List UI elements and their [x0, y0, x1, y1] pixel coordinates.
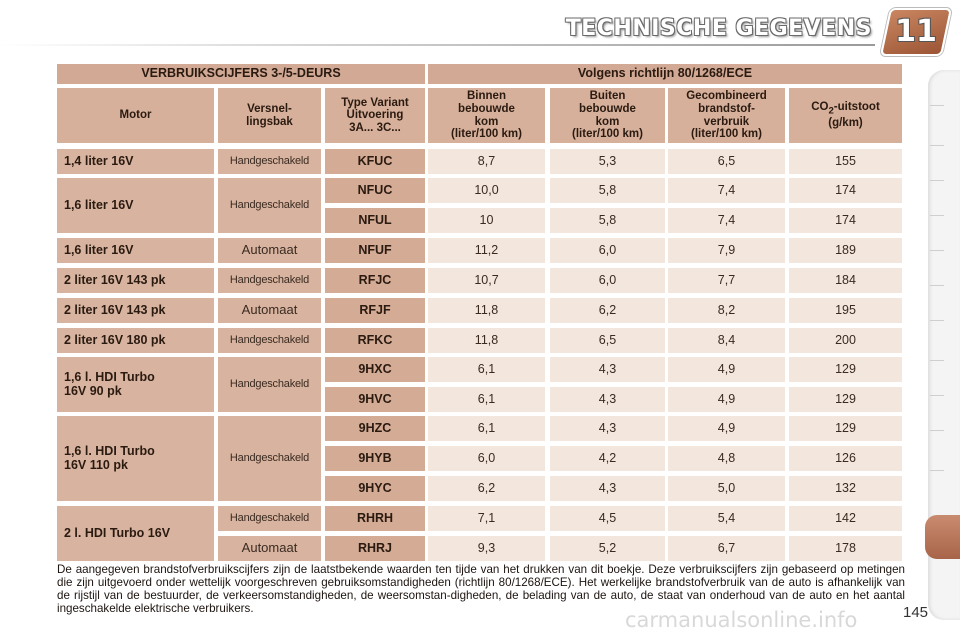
type-code-cell: 9HYB: [325, 446, 425, 471]
urban-value-cell: 6,0: [428, 446, 545, 471]
col-header-gearbox: Versnel- lingsbak: [218, 88, 321, 143]
urban-value-cell: 6,1: [428, 416, 545, 441]
gearbox-cell: Automaat: [218, 238, 321, 263]
combined-value-cell: 4,9: [668, 416, 785, 441]
co2-value-cell: 184: [789, 268, 902, 293]
type-code-cell: NFUC: [325, 178, 425, 203]
watermark: carmanualsonline.info: [625, 608, 858, 632]
combined-value-cell: 4,9: [668, 387, 785, 412]
extra-urban-value-cell: 5,8: [550, 178, 665, 203]
rail-divider: [930, 250, 944, 251]
co2-value-cell: 142: [789, 506, 902, 531]
gearbox-cell: Handgeschakeld: [218, 357, 321, 412]
chapter-tab-marker[interactable]: [925, 515, 960, 559]
co2-value-cell: 189: [789, 238, 902, 263]
urban-value-cell: 10,0: [428, 178, 545, 203]
co2-subscript: 2: [828, 105, 834, 117]
type-code-cell: NFUF: [325, 238, 425, 263]
extra-urban-value-cell: 6,2: [550, 298, 665, 323]
gearbox-cell: Handgeschakeld: [218, 328, 321, 353]
col-header-co2: [789, 88, 902, 143]
extra-urban-value-cell: 6,5: [550, 328, 665, 353]
co2-value-cell: 174: [789, 208, 902, 233]
type-code-cell: RHRJ: [325, 536, 425, 561]
rail-divider: [930, 470, 944, 471]
extra-urban-value-cell: 4,3: [550, 476, 665, 501]
type-code-cell: RFJC: [325, 268, 425, 293]
col-header-urban: Binnen bebouwde kom (liter/100 km): [428, 88, 545, 143]
urban-value-cell: 6,1: [428, 387, 545, 412]
urban-value-cell: 7,1: [428, 506, 545, 531]
rail-divider: [930, 180, 944, 181]
combined-value-cell: 8,2: [668, 298, 785, 323]
urban-value-cell: 10,7: [428, 268, 545, 293]
page-title: TECHNISCHE GEGEVENS: [565, 16, 872, 41]
type-code-cell: KFUC: [325, 149, 425, 174]
type-code-cell: RHRH: [325, 506, 425, 531]
rail-divider: [930, 360, 944, 361]
co2-prefix: CO: [811, 101, 829, 114]
motor-cell: 1,6 l. HDI Turbo 16V 110 pk: [57, 416, 214, 501]
urban-value-cell: 11,8: [428, 298, 545, 323]
motor-cell: 2 l. HDI Turbo 16V: [57, 506, 214, 561]
urban-value-cell: 6,2: [428, 476, 545, 501]
co2-value-cell: 200: [789, 328, 902, 353]
extra-urban-value-cell: 4,2: [550, 446, 665, 471]
gearbox-cell: Handgeschakeld: [218, 416, 321, 501]
gearbox-cell: Automaat: [218, 536, 321, 561]
urban-value-cell: 11,2: [428, 238, 545, 263]
co2-value-cell: 132: [789, 476, 902, 501]
motor-cell: 1,6 liter 16V: [57, 178, 214, 233]
combined-value-cell: 7,4: [668, 208, 785, 233]
footnote-text: De aangegeven brandstofverbruikscijfers zijn de laatstbekende waarden ten tijde van het drukken van dit boekje. Deze verbruikscijfers zijn gebaseerd op metingen die zijn uitgevoerd onder wettelijk voorgeschreven gebruiksomstandigheden (richtlijn 80/1268/ECE). Het werkelijke brandstofverbruik van de auto is afhankelijk van de rijstijl van de bestuurder, de verkeersomstandigheden, de weersomstan-digheden, de belading van de auto, de staat van onderhoud van de auto en het aantal ingeschakelde elektrische verbruikers.: [57, 563, 905, 615]
motor-cell: 1,4 liter 16V: [57, 149, 214, 174]
extra-urban-value-cell: 5,8: [550, 208, 665, 233]
motor-cell: 2 liter 16V 143 pk: [57, 298, 214, 323]
gearbox-cell: Handgeschakeld: [218, 268, 321, 293]
co2-value-cell: 129: [789, 387, 902, 412]
chapter-number: 11: [895, 14, 937, 49]
extra-urban-value-cell: 4,3: [550, 357, 665, 382]
col-header-type: Type Variant Uitvoering 3A... 3C...: [325, 88, 425, 143]
extra-urban-value-cell: 4,5: [550, 506, 665, 531]
co2-value-cell: 129: [789, 357, 902, 382]
combined-value-cell: 6,5: [668, 149, 785, 174]
combined-value-cell: 6,7: [668, 536, 785, 561]
extra-urban-value-cell: 6,0: [550, 238, 665, 263]
combined-value-cell: 4,9: [668, 357, 785, 382]
combined-value-cell: 5,0: [668, 476, 785, 501]
type-code-cell: 9HVC: [325, 387, 425, 412]
gearbox-cell: Handgeschakeld: [218, 178, 321, 233]
combined-value-cell: 7,7: [668, 268, 785, 293]
rail-divider: [930, 320, 944, 321]
gearbox-cell: Automaat: [218, 298, 321, 323]
type-code-cell: NFUL: [325, 208, 425, 233]
type-code-cell: 9HYC: [325, 476, 425, 501]
col-header-motor: Motor: [57, 88, 214, 143]
urban-value-cell: 11,8: [428, 328, 545, 353]
co2-value-cell: 195: [789, 298, 902, 323]
type-code-cell: RFJF: [325, 298, 425, 323]
rail-divider: [930, 285, 944, 286]
gearbox-cell: Handgeschakeld: [218, 149, 321, 174]
combined-value-cell: 7,4: [668, 178, 785, 203]
extra-urban-value-cell: 5,3: [550, 149, 665, 174]
motor-cell: 2 liter 16V 143 pk: [57, 268, 214, 293]
extra-urban-value-cell: 6,0: [550, 268, 665, 293]
co2-value-cell: 155: [789, 149, 902, 174]
group-header-right: Volgens richtlijn 80/1268/ECE: [428, 64, 902, 84]
motor-cell: 1,6 liter 16V: [57, 238, 214, 263]
rail-divider: [930, 215, 944, 216]
co2-suffix: -uitstoot (g/km): [828, 101, 880, 130]
extra-urban-value-cell: 5,2: [550, 536, 665, 561]
combined-value-cell: 7,9: [668, 238, 785, 263]
rail-divider: [930, 105, 944, 106]
co2-value-cell: 129: [789, 416, 902, 441]
group-header-left: VERBRUIKSCIJFERS 3-/5-DEURS: [57, 64, 425, 84]
extra-urban-value-cell: 4,3: [550, 416, 665, 441]
extra-urban-value-cell: 4,3: [550, 387, 665, 412]
rail-divider: [930, 395, 944, 396]
type-code-cell: RFKC: [325, 328, 425, 353]
urban-value-cell: 8,7: [428, 149, 545, 174]
col-header-extra-urban: Buiten bebouwde kom (liter/100 km): [550, 88, 665, 143]
rail-divider: [930, 145, 944, 146]
combined-value-cell: 8,4: [668, 328, 785, 353]
rail-divider: [930, 430, 944, 431]
motor-cell: 1,6 l. HDI Turbo 16V 90 pk: [57, 357, 214, 412]
co2-value-cell: 178: [789, 536, 902, 561]
co2-value-cell: 126: [789, 446, 902, 471]
co2-value-cell: 174: [789, 178, 902, 203]
col-header-combined: Gecombineerd brandstof- verbruik (liter/100 km): [668, 88, 785, 143]
combined-value-cell: 5,4: [668, 506, 785, 531]
page-number: 145: [903, 604, 929, 621]
type-code-cell: 9HZC: [325, 416, 425, 441]
gearbox-cell: Handgeschakeld: [218, 506, 321, 531]
motor-cell: 2 liter 16V 180 pk: [57, 328, 214, 353]
urban-value-cell: 6,1: [428, 357, 545, 382]
combined-value-cell: 4,8: [668, 446, 785, 471]
type-code-cell: 9HXC: [325, 357, 425, 382]
urban-value-cell: 9,3: [428, 536, 545, 561]
urban-value-cell: 10: [428, 208, 545, 233]
